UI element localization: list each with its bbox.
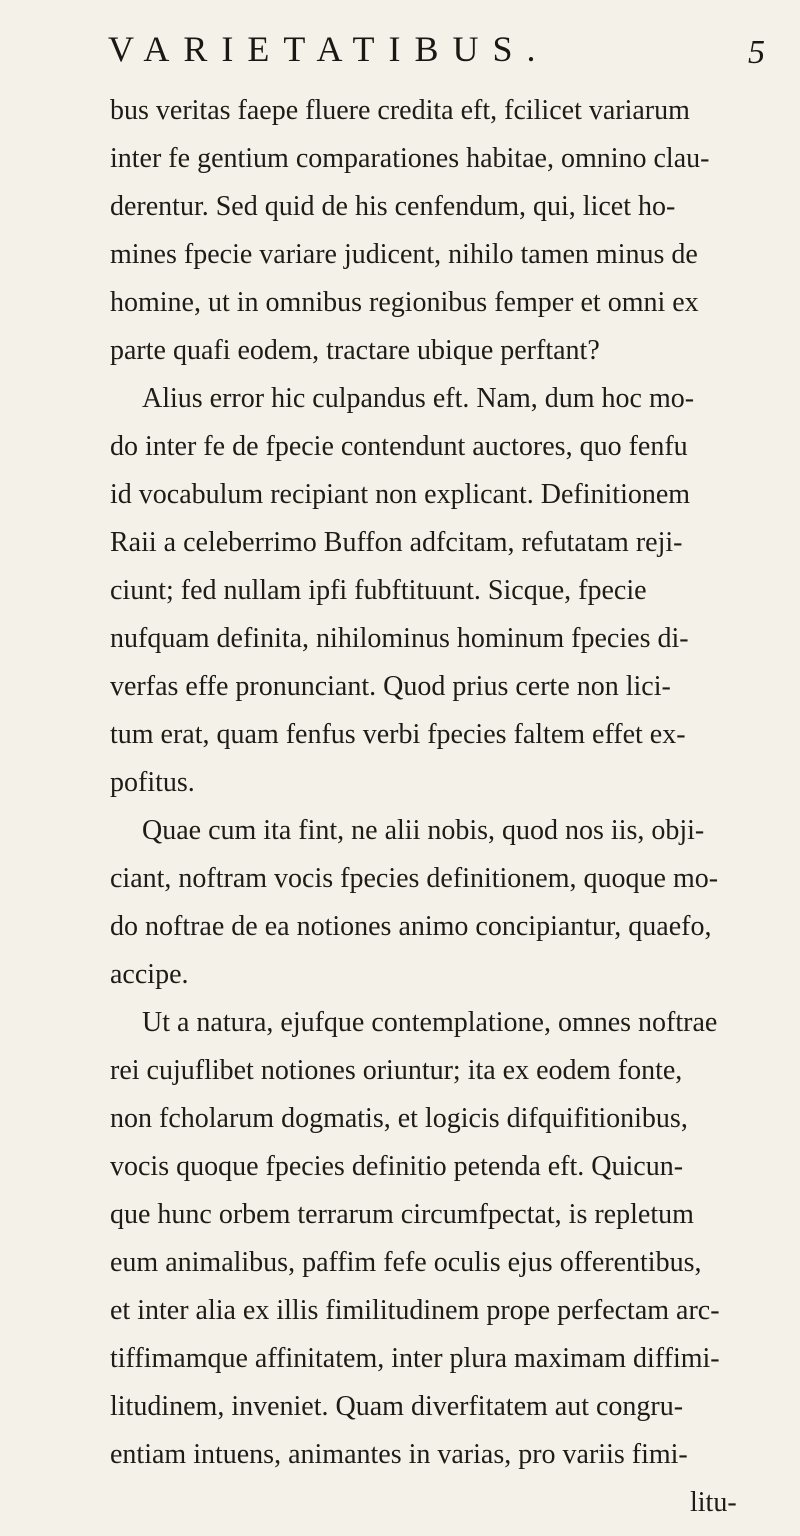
text-line: derentur. Sed quid de his cenfendum, qui, licet ho- — [110, 191, 676, 222]
text-line: que hunc orbem terrarum circumfpectat, is repletum — [110, 1199, 694, 1230]
text-line: Ut a natura, ejufque contemplatione, omnes noftrae — [142, 1007, 718, 1038]
text-line: et inter alia ex illis fimilitudinem prope perfectam arc- — [110, 1295, 720, 1326]
text-line: mines fpecie variare judicent, nihilo tamen minus de — [110, 239, 698, 270]
text-line: Raii a celeberrimo Buffon adfcitam, refutatam reji- — [110, 527, 683, 558]
text-line: homine, ut in omnibus regionibus femper et omni ex — [110, 287, 699, 318]
text-line: id vocabulum recipiant non explicant. Definitionem — [110, 479, 691, 510]
text-line: entiam intuens, animantes in varias, pro variis fimi- — [110, 1439, 688, 1470]
text-line: nufquam definita, nihilominus hominum fpecies di- — [110, 623, 689, 654]
text-line: ciant, noftram vocis fpecies definitionem, quoque mo- — [110, 863, 719, 894]
text-line: tiffimamque affinitatem, inter plura maximam diffimi- — [110, 1343, 720, 1374]
text-line: Alius error hic culpandus eft. Nam, dum hoc mo- — [142, 383, 695, 414]
text-line: parte quafi eodem, tractare ubique perftant? — [110, 335, 600, 366]
text-line: verfas effe pronunciant. Quod prius certe non lici- — [110, 671, 671, 702]
text-line: vocis quoque fpecies definitio petenda eft. Quicun- — [110, 1151, 684, 1182]
text-line: rei cujuflibet notiones oriuntur; ita ex eodem fonte, — [110, 1055, 683, 1086]
text-line: non fcholarum dogmatis, et logicis difquifitionibus, — [110, 1103, 688, 1134]
text-line: inter fe gentium comparationes habitae, omnino clau- — [110, 143, 710, 174]
text-line: litudinem, inveniet. Quam diverfitatem aut congru- — [110, 1391, 684, 1422]
text-line: accipe. — [110, 959, 189, 990]
text-line: pofitus. — [110, 767, 195, 798]
running-head: VARIETATIBUS. — [108, 29, 550, 69]
text-line: do noftrae de ea notiones animo concipiantur, quaefo, — [110, 911, 712, 942]
text-line: bus veritas faepe fluere credita eft, fcilicet variarum — [110, 95, 690, 126]
text-line: ciunt; fed nullam ipfi fubftituunt. Sicque, fpecie — [110, 575, 647, 606]
text-line: tum erat, quam fenfus verbi fpecies faltem effet ex- — [110, 719, 686, 750]
text-line: Quae cum ita fint, ne alii nobis, quod nos iis, obji- — [142, 815, 705, 846]
page-number: 5 — [748, 34, 765, 71]
text-line: do inter fe de fpecie contendunt auctores, quo fenfu — [110, 431, 688, 462]
catchword: litu- — [690, 1487, 737, 1518]
text-line: eum animalibus, paffim fefe oculis ejus offerentibus, — [110, 1247, 702, 1278]
